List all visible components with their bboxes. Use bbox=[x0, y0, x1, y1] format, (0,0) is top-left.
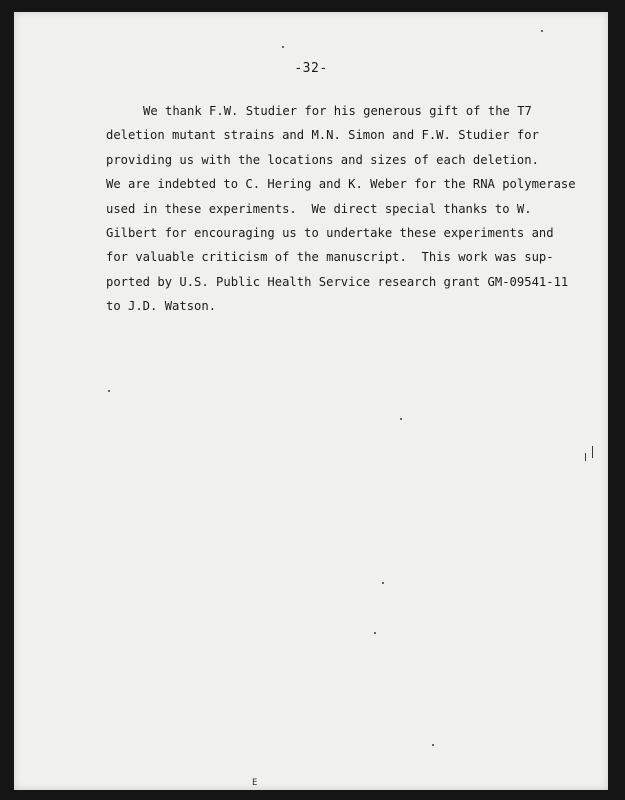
paragraph-line: for valuable criticism of the manuscript. This work was sup- bbox=[106, 250, 554, 265]
scan-speck bbox=[585, 453, 586, 461]
scan-speck bbox=[541, 30, 543, 32]
acknowledgments-paragraph bbox=[106, 99, 576, 319]
paragraph-line: to J.D. Watson. bbox=[106, 299, 217, 314]
document-page bbox=[14, 12, 608, 790]
paragraph-line: deletion mutant strains and M.N. Simon and F.W. Studier for bbox=[106, 128, 539, 143]
scan-speck bbox=[592, 446, 593, 458]
scan-speck bbox=[374, 632, 376, 634]
scan-speck bbox=[432, 744, 434, 746]
scan-speck bbox=[282, 46, 284, 48]
scan-speck bbox=[382, 582, 384, 584]
paragraph-line: Gilbert for encouraging us to undertake these experiments and bbox=[106, 226, 554, 241]
paragraph-line: providing us with the locations and sizes of each deletion. bbox=[106, 152, 539, 167]
scan-speck bbox=[108, 390, 110, 392]
scan-speck bbox=[400, 418, 402, 420]
footer-mark: E bbox=[252, 778, 258, 788]
paragraph-line: ported by U.S. Public Health Service research grant GM-09541-11 bbox=[106, 274, 569, 289]
page-number: -32- bbox=[294, 61, 328, 76]
paragraph-line: used in these experiments. We direct special thanks to W. bbox=[106, 201, 532, 216]
paragraph-line: We are indebted to C. Hering and K. Weber for the RNA polymerase bbox=[106, 177, 576, 192]
paragraph-line: We thank F.W. Studier for his generous gift of the T7 bbox=[143, 104, 532, 118]
